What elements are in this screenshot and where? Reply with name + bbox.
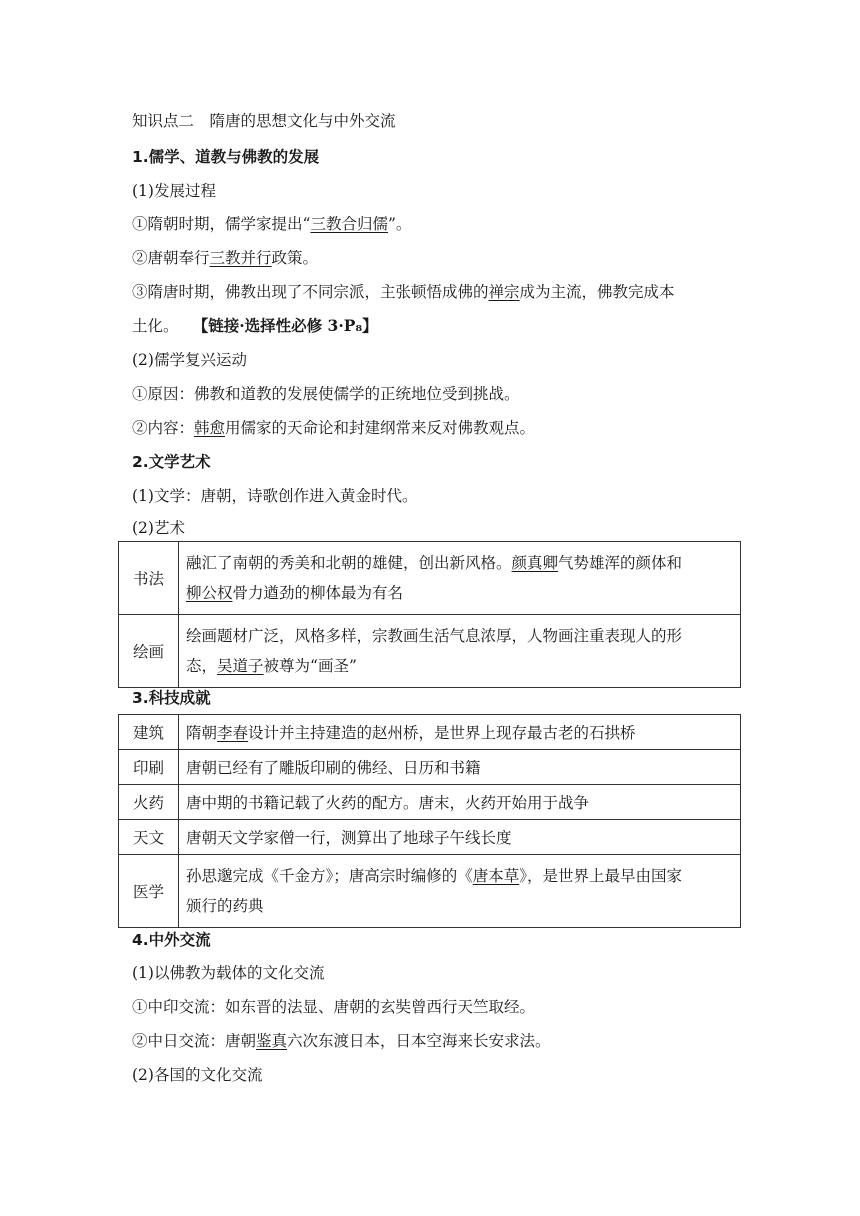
heading-foreign-exchange: 4.中外交流 bbox=[132, 931, 211, 949]
key-term: 柳公权 bbox=[186, 584, 233, 602]
row-label: 绘画 bbox=[119, 615, 179, 688]
key-term: 禅宗 bbox=[488, 283, 520, 301]
para-tang-policy: ②唐朝奉行三教并行政策。 bbox=[132, 249, 319, 267]
row-label: 书法 bbox=[119, 542, 179, 615]
row-label: 医学 bbox=[119, 855, 179, 928]
art-table bbox=[118, 541, 741, 688]
table-row bbox=[119, 542, 741, 615]
row-content: 隋朝李春设计并主持建造的赵州桥，是世界上现存最古老的石拱桥 bbox=[179, 715, 741, 750]
row-content: 唐中期的书籍记载了火药的配方。唐末，火药开始用于战争 bbox=[179, 785, 741, 820]
table-row bbox=[119, 820, 741, 855]
para-content: ②内容：韩愈用儒家的天命论和封建纲常来反对佛教观点。 bbox=[132, 419, 536, 437]
table-row bbox=[119, 855, 741, 928]
subheading-national-exchange: (2)各国的文化交流 bbox=[132, 1066, 263, 1084]
section-title: 知识点二 隋唐的思想文化与中外交流 bbox=[132, 112, 396, 130]
row-label: 印刷 bbox=[119, 750, 179, 785]
textbook-link: 【链接·选择性必修 3·P₈】 bbox=[200, 316, 378, 335]
key-term: 李春 bbox=[217, 724, 249, 742]
key-term: 颜真卿 bbox=[511, 554, 559, 572]
subheading-process: (1)发展过程 bbox=[132, 182, 216, 200]
key-term: 韩愈 bbox=[194, 419, 226, 437]
heading-literature-art: 2.文学艺术 bbox=[132, 453, 211, 471]
row-label: 建筑 bbox=[119, 715, 179, 750]
row-content: 孙思邈完成《千金方》；唐高宗时编修的《唐本草》，是世界上最早由国家 颁行的药典 bbox=[179, 855, 741, 928]
subheading-revival: (2)儒学复兴运动 bbox=[132, 351, 247, 369]
para-china-india: ①中印交流：如东晋的法显、唐朝的玄奘曾西行天竺取经。 bbox=[132, 998, 536, 1016]
para-china-japan: ②中日交流：唐朝鉴真六次东渡日本，日本空海来长安求法。 bbox=[132, 1032, 551, 1050]
subheading-buddhist-exchange: (1)以佛教为载体的文化交流 bbox=[132, 964, 325, 982]
table-row bbox=[119, 615, 741, 688]
row-content: 唐朝已经有了雕版印刷的佛经、日历和书籍 bbox=[179, 750, 741, 785]
para-reason: ①原因：佛教和道教的发展使儒学的正统地位受到挑战。 bbox=[132, 385, 520, 403]
key-term: 唐本草 bbox=[472, 867, 520, 885]
row-content: 绘画题材广泛，风格多样，宗教画生活气息浓厚，人物画注重表现人的形 态，吴道子被尊为“画圣” bbox=[179, 615, 741, 688]
heading-confucianism: 1.儒学、道教与佛教的发展 bbox=[132, 148, 320, 166]
key-term: 吴道子 bbox=[217, 657, 264, 675]
para-buddhism-sects: ③隋唐时期，佛教出现了不同宗派，主张顿悟成佛的禅宗成为主流，佛教完成本 bbox=[132, 283, 675, 301]
key-term: 三教合归儒 bbox=[310, 215, 388, 233]
table-row bbox=[119, 785, 741, 820]
subheading-art: (2)艺术 bbox=[132, 519, 185, 537]
key-term: 鉴真 bbox=[256, 1032, 288, 1050]
row-content: 融汇了南朝的秀美和北朝的雄健，创出新风格。颜真卿气势雄浑的颜体和 柳公权骨力遒劲的柳体最为有名 bbox=[179, 542, 741, 615]
table-row bbox=[119, 715, 741, 750]
table-row bbox=[119, 750, 741, 785]
row-label: 火药 bbox=[119, 785, 179, 820]
row-label: 天文 bbox=[119, 820, 179, 855]
para-sui-confucian: ①隋朝时期，儒学家提出“三教合归儒”。 bbox=[132, 215, 412, 233]
para-literature: (1)文学：唐朝，诗歌创作进入黄金时代。 bbox=[132, 487, 418, 505]
heading-science-tech: 3.科技成就 bbox=[132, 689, 211, 707]
row-content: 唐朝天文学家僧一行，测算出了地球子午线长度 bbox=[179, 820, 741, 855]
science-table bbox=[118, 714, 741, 928]
para-localization: 土化。 【链接·选择性必修 3·P₈】 bbox=[132, 316, 378, 335]
key-term: 三教并行 bbox=[209, 249, 272, 267]
